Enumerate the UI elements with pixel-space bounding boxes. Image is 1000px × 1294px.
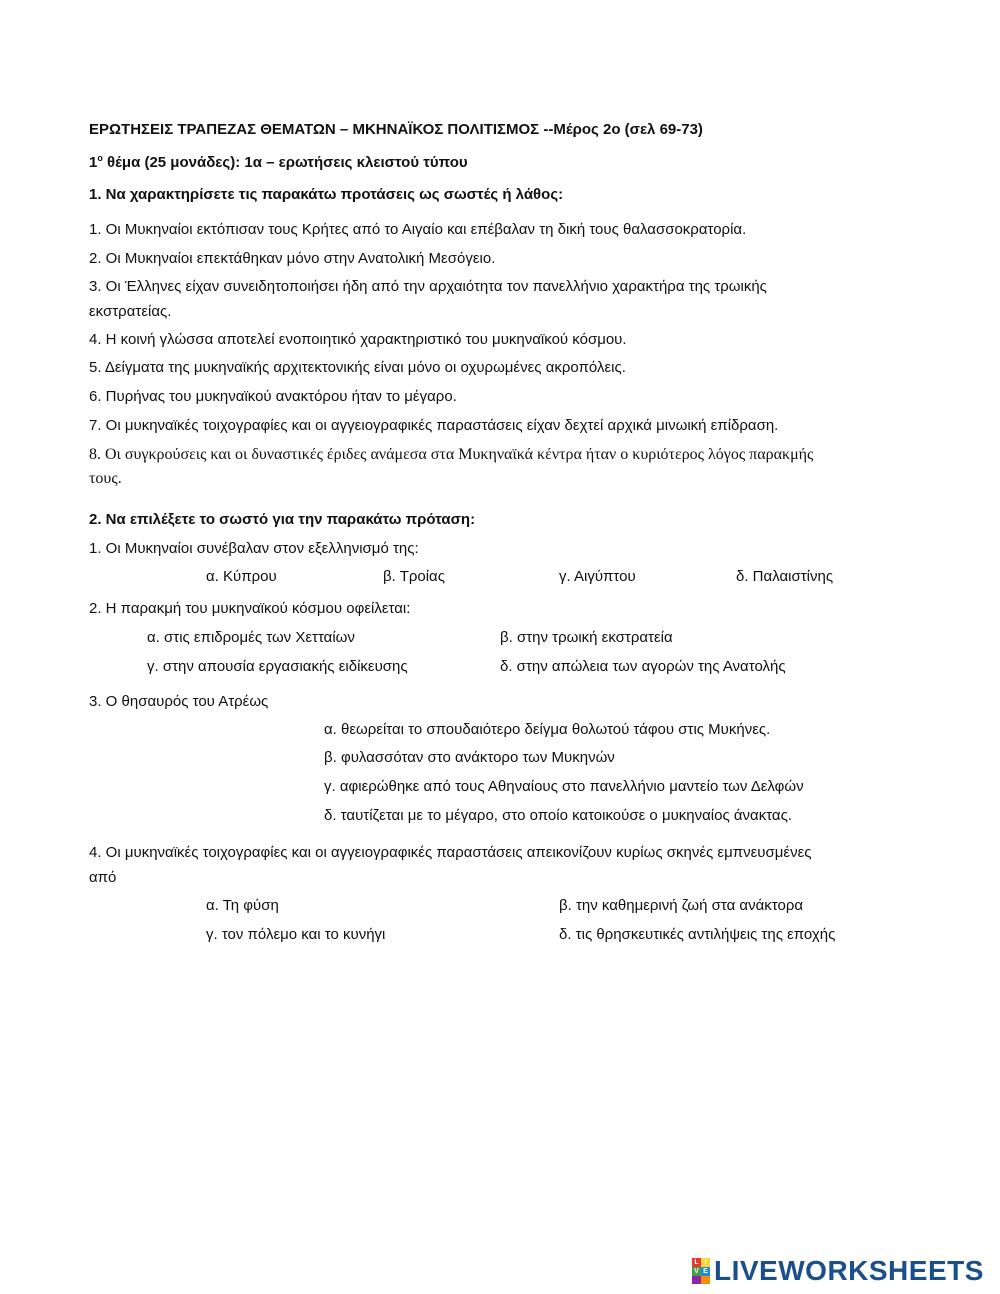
question-4-stem: 4. Οι μυκηναϊκές τοιχογραφίες και οι αγγειογραφικές παραστάσεις απεικονίζουν κυρίως σκηνές εμπνευσμένες <box>89 844 812 861</box>
theme-description: θέμα (25 μονάδες): 1α – ερωτήσεις κλειστού τύπου <box>102 154 468 171</box>
q2-option-d[interactable]: δ. στην απώλεια των αγορών της Ανατολής <box>500 658 786 675</box>
theme-number: 1 <box>89 154 98 171</box>
question-3-stem: 3. Ο θησαυρός του Ατρέως <box>89 693 269 710</box>
logo-icon-cell: V <box>692 1267 701 1276</box>
section1-heading: 1. Να χαρακτηρίσετε τις παρακάτω προτάσεις ως σωστές ή λάθος: <box>89 186 564 203</box>
q3-option-d[interactable]: δ. ταυτίζεται με το μέγαρο, στο οποίο κατοικούσε ο μυκηναίος άνακτας. <box>324 807 792 824</box>
q2-option-a[interactable]: α. στις επιδρομές των Χετταίων <box>147 629 355 646</box>
q1-option-d[interactable]: δ. Παλαιστίνης <box>736 568 834 585</box>
q2-option-c[interactable]: γ. στην απουσία εργασιακής ειδίκευσης <box>147 658 408 675</box>
liveworksheets-logo-text: LIVEWORKSHEETS <box>714 1255 984 1286</box>
q3-option-c[interactable]: γ. αφιερώθηκε από τους Αθηναίους στο πανελλήνιο μαντείο των Δελφών <box>324 778 804 795</box>
q1-option-b[interactable]: β. Τροίας <box>383 568 445 585</box>
q2-option-b[interactable]: β. στην τρωική εκστρατεία <box>500 629 673 646</box>
statement-2: 2. Οι Μυκηναίοι επεκτάθηκαν μόνο στην Ανατολική Μεσόγειο. <box>89 250 496 267</box>
q1-option-c[interactable]: γ. Αιγύπτου <box>559 568 636 585</box>
logo-icon-cell <box>701 1276 710 1284</box>
theme-heading <box>89 153 468 173</box>
logo-icon-cell: L <box>692 1258 701 1267</box>
logo-icon-cell: I <box>701 1258 710 1267</box>
q1-option-a[interactable]: α. Κύπρου <box>206 568 277 585</box>
liveworksheets-logo <box>692 1254 984 1288</box>
question-1-stem: 1. Οι Μυκηναίοι συνέβαλαν στον εξελληνισμό της: <box>89 540 419 557</box>
q4-option-b[interactable]: β. την καθημερινή ζωή στα ανάκτορα <box>559 897 804 914</box>
q4-option-c[interactable]: γ. τον πόλεμο και το κυνήγι <box>206 926 386 943</box>
liveworksheets-logo-icon <box>692 1258 710 1284</box>
statement-6: 6. Πυρήνας του μυκηναϊκού ανακτόρου ήταν το μέγαρο. <box>89 388 457 405</box>
statement-7: 7. Οι μυκηναϊκές τοιχογραφίες και οι αγγειογραφικές παραστάσεις είχαν δεχτεί αρχικά μινωική επίδραση. <box>89 417 779 434</box>
question-4-stem-continued: από <box>89 869 117 886</box>
question-2-stem: 2. Η παρακμή του μυκηναϊκού κόσμου οφείλεται: <box>89 600 411 617</box>
q3-option-b[interactable]: β. φυλασσόταν στο ανάκτορο των Μυκηνών <box>324 749 615 766</box>
logo-icon-cell: E <box>701 1267 710 1276</box>
statement-8-continued: τους. <box>89 470 122 487</box>
q3-option-a[interactable]: α. θεωρείται το σπουδαιότερο δείγμα θολωτού τάφου στις Μυκήνες. <box>324 721 771 738</box>
section2-heading: 2. Να επιλέξετε το σωστό για την παρακάτω πρόταση: <box>89 511 476 528</box>
statement-5: 5. Δείγματα της μυκηναϊκής αρχιτεκτονικής είναι μόνο οι οχυρωμένες ακροπόλεις. <box>89 359 626 376</box>
document-title: ΕΡΩΤΗΣΕΙΣ ΤΡΑΠΕΖΑΣ ΘΕΜΑΤΩΝ – ΜΚΗΝΑΪΚΟΣ ΠΟΛΙΤΙΣΜΟΣ --Μέρος 2ο (σελ 69-73) <box>89 121 703 138</box>
logo-icon-cell <box>692 1276 701 1284</box>
statement-1: 1. Οι Μυκηναίοι εκτόπισαν τους Κρήτες από το Αιγαίο και επέβαλαν τη δική τους θαλασσοκρατορία. <box>89 221 747 238</box>
statement-4: 4. Η κοινή γλώσσα αποτελεί ενοποιητικό χαρακτηριστικό του μυκηναϊκού κόσμου. <box>89 331 627 348</box>
theme-superscript: ο <box>97 153 103 163</box>
q4-option-d[interactable]: δ. τις θρησκευτικές αντιλήψεις της εποχής <box>559 926 836 943</box>
statement-8: 8. Οι συγκρούσεις και οι δυναστικές έριδες ανάμεσα στα Μυκηναϊκά κέντρα ήταν ο κυριότερος λόγος παρακμής <box>89 446 814 463</box>
statement-3-continued: εκστρατείας. <box>89 303 172 320</box>
q4-option-a[interactable]: α. Τη φύση <box>206 897 279 914</box>
statement-3: 3. Οι Έλληνες είχαν συνειδητοποιήσει ήδη από την αρχαιότητα τον πανελλήνιο χαρακτήρα της τρωικής <box>89 278 767 295</box>
